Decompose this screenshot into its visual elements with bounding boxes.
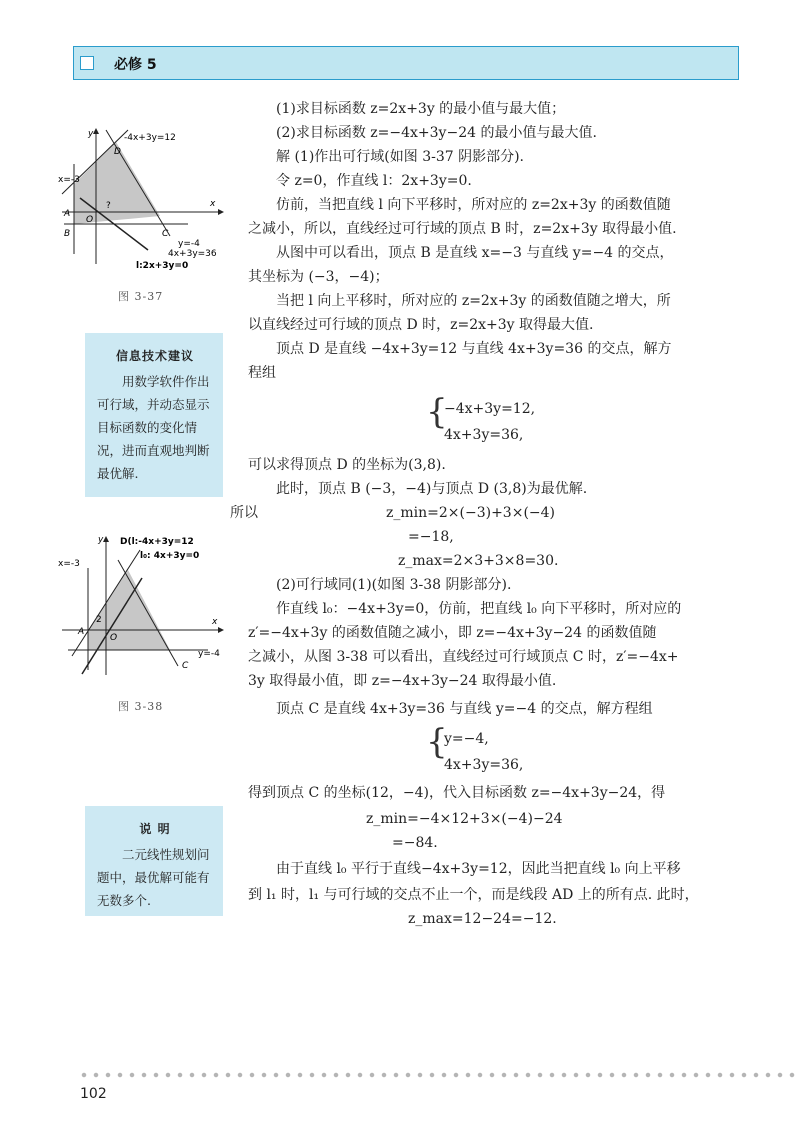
text-line: 之减小，从图 3-38 可以看出，直线经过可行域顶点 C 时，z′=−4x+ <box>248 649 679 665</box>
system-brace-1: { <box>426 392 448 432</box>
label-x-eq: x=-3 <box>58 175 80 185</box>
note-box <box>85 806 223 916</box>
label-y-eq: y=-4 <box>178 239 200 249</box>
label-C: C <box>182 661 189 671</box>
text-line: 顶点 C 是直线 4x+3y=36 与直线 y=−4 的交点，解方程组 <box>276 701 653 717</box>
text-line: 从图中可以看出，顶点 B 是直线 x=−3 与直线 y=−4 的交点， <box>276 245 674 261</box>
x-axis-arrow <box>218 209 224 215</box>
label-y-eq: y=-4 <box>198 649 220 659</box>
text-line: 令 z=0，作直线 l：2x+3y=0. <box>276 173 472 189</box>
chapter-header <box>73 46 739 80</box>
label-x: x <box>212 617 218 627</box>
text-line: 解 (1)作出可行域(如图 3-37 阴影部分). <box>276 149 525 165</box>
label-B: B <box>64 229 71 239</box>
text-line: 到 l₁ 时，l₁ 与可行域的交点不止一个，而是线段 AD 上的所有点. 此时， <box>248 887 699 903</box>
label-A: A <box>64 209 71 219</box>
label-origin: O <box>110 633 118 643</box>
label-y: y <box>98 535 104 545</box>
label-D: D <box>114 147 121 157</box>
label-q: ? <box>106 201 111 211</box>
text-line: z′=−4x+3y 的函数值随之减小，即 z=−4x+3y−24 的函数值随 <box>248 625 657 641</box>
text-line: 所以 <box>230 505 258 521</box>
equation-line: z_min=−4×12+3×(−4)−24 <box>366 811 563 827</box>
label-line-36: 4x+3y=36 <box>168 249 217 259</box>
text-line: 仿前，当把直线 l 向下平移时，所对应的 z=2x+3y 的函数值随 <box>276 197 671 213</box>
label-x-eq: x=-3 <box>58 559 80 569</box>
figure-3-37 <box>58 124 228 274</box>
figure-3-37-caption: 图 3-37 <box>118 290 164 303</box>
y-axis-arrow <box>103 536 109 542</box>
label-l0: l₀: 4x+3y=0 <box>140 551 200 561</box>
x-axis-arrow <box>218 627 224 633</box>
note-title: 说 明 <box>139 822 171 836</box>
tech-suggestion-title: 信息技术建议 <box>115 349 194 363</box>
label-A: A <box>78 627 85 637</box>
text-line: 由于直线 l₀ 平行于直线−4x+3y=12，因此当把直线 l₀ 向上平移 <box>276 861 681 877</box>
tech-suggestion-body: 用数学软件作出可行域，并动态显示目标函数的变化情况，进而直观地判断最优解. <box>97 374 210 481</box>
label-line-top: D(l:-4x+3y=12 <box>120 537 194 547</box>
text-line: 得到顶点 C 的坐标(12，−4)，代入目标函数 z=−4x+3y−24，得 <box>248 785 666 801</box>
equation-line: z_max=12−24=−12. <box>408 911 557 927</box>
footer-dotted-rule <box>78 1072 798 1078</box>
label-C: C <box>162 229 169 239</box>
equation-line: =−84. <box>392 835 438 851</box>
text-line: 顶点 D 是直线 −4x+3y=12 与直线 4x+3y=36 的交点，解方 <box>276 341 672 357</box>
equation-line: =−18, <box>408 529 454 545</box>
feasible-region <box>88 570 170 650</box>
text-line: 作直线 l₀：−4x+3y=0，仿前，把直线 l₀ 向下平移时，所对应的 <box>276 601 682 617</box>
text-line: (1)求目标函数 z=2x+3y 的最小值与最大值； <box>276 101 566 117</box>
text-line: 程组 <box>248 365 276 381</box>
label-y: y <box>88 129 94 139</box>
text-line: 可以求得顶点 D 的坐标为(3,8). <box>248 457 446 473</box>
text-line: 以直线经过可行域的顶点 D 时，z=2x+3y 取得最大值. <box>248 317 594 333</box>
y-axis-arrow <box>93 128 99 134</box>
figure-3-38 <box>58 530 228 680</box>
note-body: 二元线性规划问题中，最优解可能有无数多个. <box>97 847 210 908</box>
text-line: 当把 l 向上平移时，所对应的 z=2x+3y 的函数值随之增大，所 <box>276 293 671 309</box>
system-brace-2: { <box>426 722 448 762</box>
figure-3-38-caption: 图 3-38 <box>118 700 164 713</box>
label-line-top: -4x+3y=12 <box>124 133 176 143</box>
label-l: l:2x+3y=0 <box>136 261 189 271</box>
tech-suggestion-box <box>85 333 223 497</box>
page-number: 102 <box>80 1086 107 1102</box>
label-x: x <box>210 199 216 209</box>
text-line: (2)可行域同(1)(如图 3-38 阴影部分). <box>276 577 512 593</box>
equation-line: y=−4, <box>444 731 489 747</box>
text-line: (2)求目标函数 z=−4x+3y−24 的最小值与最大值. <box>276 125 597 141</box>
equation-line: 4x+3y=36, <box>444 427 524 443</box>
chapter-title: 必修 5 <box>114 57 157 73</box>
label-origin: O <box>86 215 94 225</box>
text-line: 其坐标为 (−3，−4)； <box>248 269 389 285</box>
equation-line: −4x+3y=12, <box>444 401 536 417</box>
label-two: 2 <box>96 615 102 625</box>
text-line: 之减小，所以，直线经过可行域的顶点 B 时，z=2x+3y 取得最小值. <box>248 221 677 237</box>
equation-line: z_max=2×3+3×8=30. <box>398 553 559 569</box>
equation-line: z_min=2×(−3)+3×(−4) <box>386 505 556 521</box>
text-line: 此时，顶点 B (−3，−4)与顶点 D (3,8)为最优解. <box>276 481 588 497</box>
header-square-icon <box>80 56 94 70</box>
equation-line: 4x+3y=36, <box>444 757 524 773</box>
text-line: 3y 取得最小值，即 z=−4x+3y−24 取得最小值. <box>248 673 557 689</box>
